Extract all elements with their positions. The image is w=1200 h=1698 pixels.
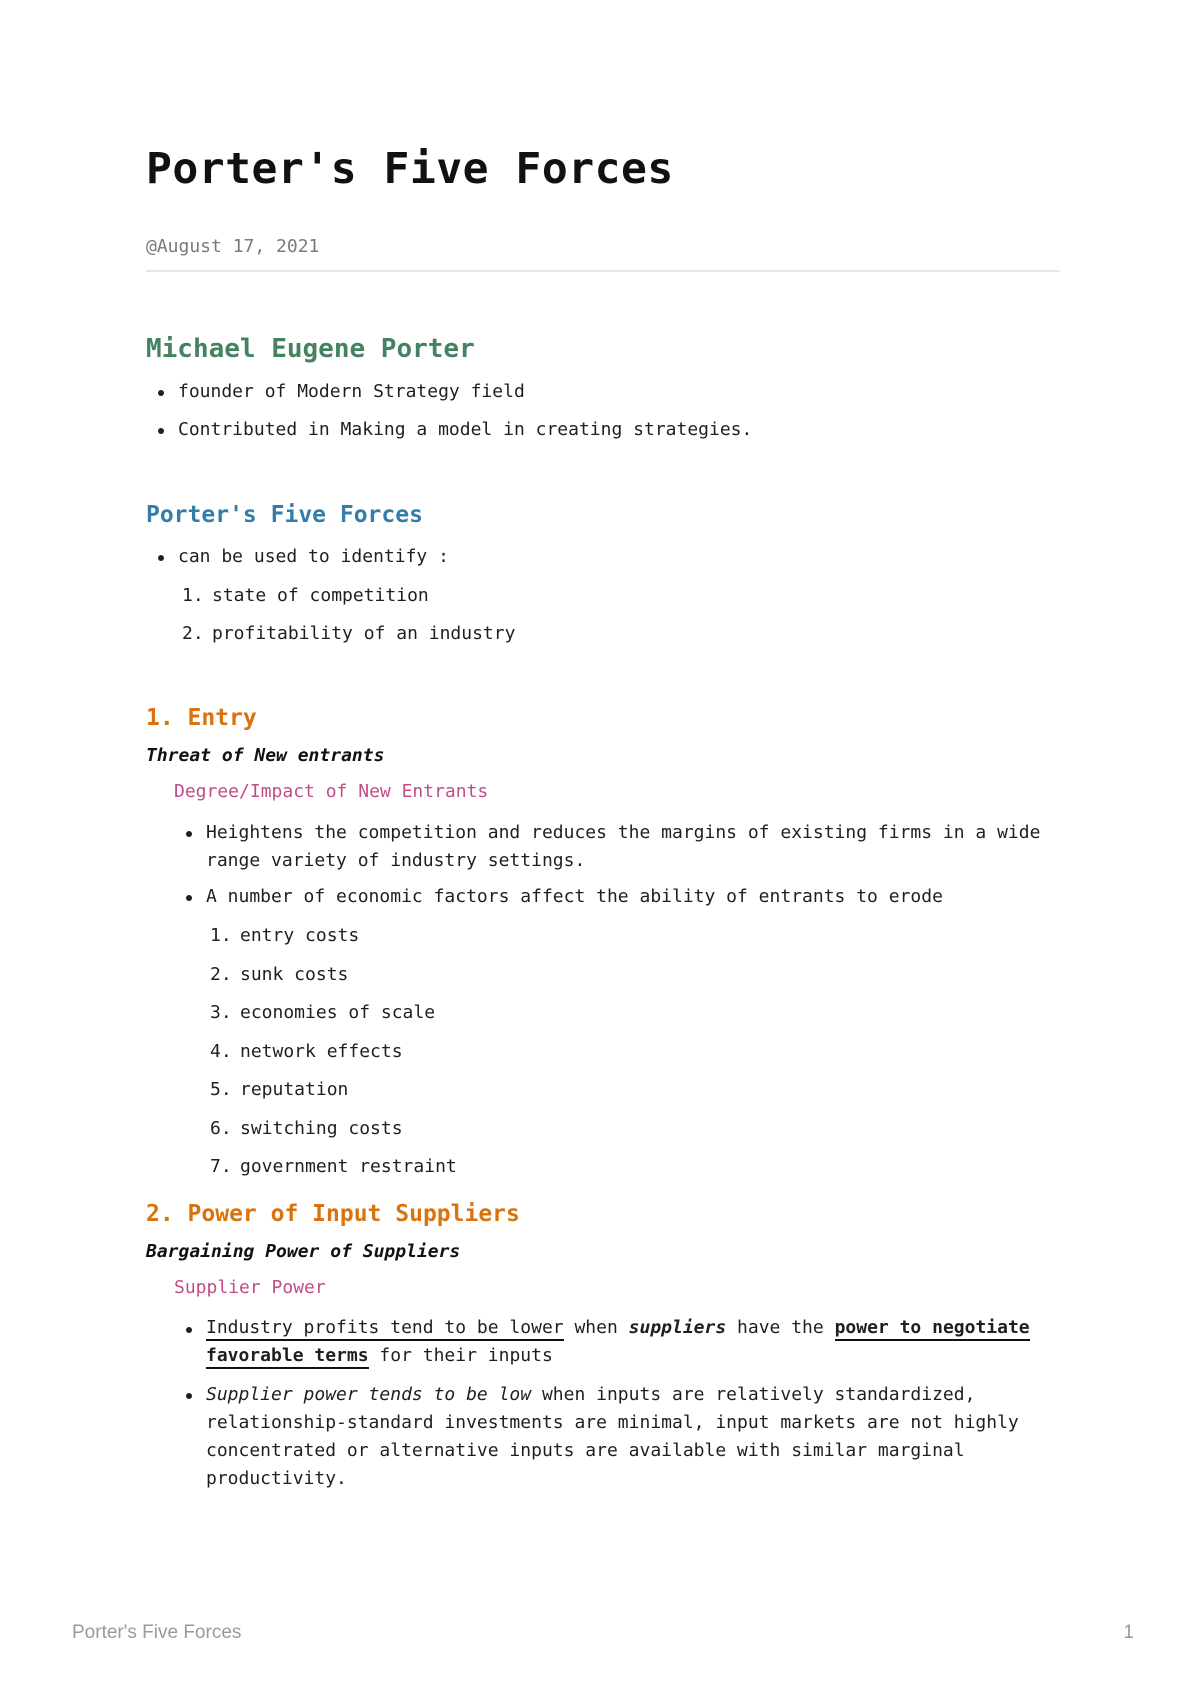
- list-item: entry costs: [240, 925, 360, 946]
- list-item: can be used to identify :: [178, 546, 449, 567]
- list-item: Contributed in Making a model in creating strategies.: [178, 419, 753, 440]
- list-number: 2.: [210, 964, 232, 985]
- bullet-dot: [158, 390, 164, 396]
- bullet-dot: [158, 428, 164, 434]
- list-item: state of competition: [212, 585, 429, 606]
- text-span: when inputs are relatively standardized,: [531, 1384, 976, 1405]
- text-span: have the: [726, 1317, 835, 1338]
- list-number: 5.: [210, 1079, 232, 1100]
- subheading-threat-new-entrants: Threat of New entrants: [146, 745, 385, 766]
- list-item: A number of economic factors affect the ability of entrants to erode: [206, 886, 943, 907]
- list-number: 1.: [210, 925, 232, 946]
- heading-degree-impact: Degree/Impact of New Entrants: [174, 781, 489, 802]
- date-mention[interactable]: @August 17, 2021: [146, 236, 320, 257]
- heading-entry: 1. Entry: [146, 705, 257, 731]
- list-number: 2.: [182, 623, 204, 644]
- italic-text: Supplier power tends to be low: [206, 1384, 532, 1405]
- heading-michael-porter: Michael Eugene Porter: [146, 334, 475, 364]
- list-number: 3.: [210, 1002, 232, 1023]
- subheading-bargaining-power: Bargaining Power of Suppliers: [146, 1241, 461, 1262]
- list-item: switching costs: [240, 1118, 403, 1139]
- bullet-dot: [186, 831, 192, 837]
- bold-underlined-text: power to negotiate: [835, 1317, 1030, 1341]
- list-number: 1.: [182, 585, 204, 606]
- list-item-line: [206, 1342, 553, 1370]
- list-item-line: concentrated or alternative inputs are available with similar marginal: [206, 1440, 965, 1461]
- list-item-line: [206, 1381, 975, 1409]
- list-item: economies of scale: [240, 1002, 436, 1023]
- list-item-line: [206, 1314, 1030, 1342]
- text-span: for their inputs: [368, 1345, 553, 1366]
- bold-underlined-text: favorable terms: [206, 1345, 369, 1369]
- list-item-line: productivity.: [206, 1468, 347, 1489]
- list-item: government restraint: [240, 1156, 457, 1177]
- list-number: 7.: [210, 1156, 232, 1177]
- heading-supplier-power: Supplier Power: [174, 1277, 326, 1298]
- list-item-line: Heightens the competition and reduces the margins of existing firms in a wide: [206, 822, 1041, 843]
- list-item-line: range variety of industry settings.: [206, 850, 586, 871]
- list-number: 4.: [210, 1041, 232, 1062]
- bullet-dot: [158, 555, 164, 561]
- divider: [146, 270, 1060, 272]
- footer-page-number: 1: [1123, 1622, 1134, 1643]
- list-item: reputation: [240, 1079, 349, 1100]
- underlined-text: Industry profits tend to be lower: [206, 1317, 564, 1341]
- heading-five-forces: Porter's Five Forces: [146, 502, 423, 528]
- list-item: profitability of an industry: [212, 623, 516, 644]
- page-title: Porter's Five Forces: [146, 144, 674, 194]
- bullet-dot: [186, 895, 192, 901]
- list-number: 6.: [210, 1118, 232, 1139]
- list-item: founder of Modern Strategy field: [178, 381, 525, 402]
- footer-doc-title: Porter's Five Forces: [72, 1622, 242, 1643]
- bullet-dot: [186, 1393, 192, 1399]
- list-item: sunk costs: [240, 964, 349, 985]
- list-item-line: relationship-standard investments are minimal, input markets are not highly: [206, 1412, 1019, 1433]
- list-item: network effects: [240, 1041, 403, 1062]
- bold-italic-text: suppliers: [628, 1317, 727, 1338]
- bullet-dot: [186, 1327, 192, 1333]
- heading-input-suppliers: 2. Power of Input Suppliers: [146, 1201, 520, 1227]
- text-span: when: [563, 1317, 629, 1338]
